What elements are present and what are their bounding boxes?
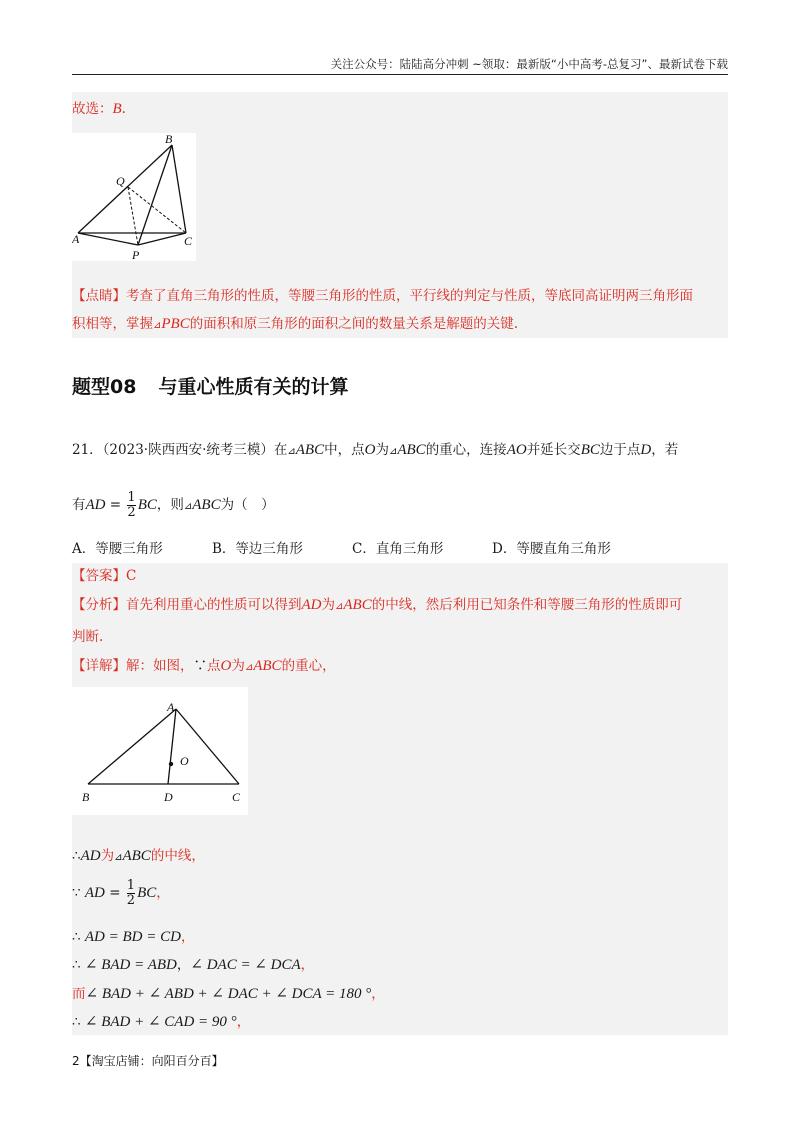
figure-1-svg (72, 133, 196, 261)
analysis-line-1: 【分析】首先利用重心的性质可以得到AD为⊿ABC的中线，然后利用已知条件和等腰三角形的性质即可 (72, 597, 683, 613)
note-line-1: 【点睛】考查了直角三角形的性质，等腰三角形的性质，平行线的判定与性质，等底同高证明两三角形面 (72, 288, 693, 304)
question-line-1: 21．（2023·陕西西安·统考三模）在⊿ABC中，点O为⊿ABC的重心，连接AO并延长交BC边于点D，若 (72, 442, 679, 458)
label-c: C (232, 790, 241, 804)
step-5: 而∠ BAD + ∠ ABD + ∠ DAC + ∠ DCA = 180 °， (72, 986, 385, 1002)
answer-line: 【答案】C (72, 568, 137, 584)
note-line-2: 积相等，掌握⊿PBC的面积和原三角形的面积之间的数量关系是解题的关键. (72, 316, 519, 332)
analysis-line-2: 判断. (72, 629, 104, 645)
fraction-one-half: $\frac{1}{2}$ (126, 878, 136, 908)
step-3: ∴ AD = BD = CD， (72, 929, 195, 945)
page-footer: 2【淘宝店铺：向阳百分百】 (72, 1054, 224, 1068)
label-o: O (180, 754, 189, 768)
figure-triangle-abc-median (72, 687, 248, 815)
option-b: B．等边三角形 (212, 541, 303, 557)
label-q: Q (116, 174, 125, 188)
label-a: A (72, 232, 80, 246)
label-p: P (132, 248, 140, 261)
figure-2-svg (72, 687, 248, 815)
question-line-2: 有AD = $\frac{1}{2}$ BC，则⊿ABC为（ ） (72, 490, 275, 520)
label-a: A (167, 700, 175, 714)
fraction-one-half: $\frac{1}{2}$ (127, 490, 136, 520)
label-b: B (82, 790, 90, 804)
step-4: ∴ ∠ BAD = ABD，∠ DAC = ∠ DCA， (72, 957, 315, 973)
header-rule (72, 74, 728, 75)
step-2: ∵ AD = $\frac{1}{2}$ BC， (72, 878, 170, 908)
option-a: A．等腰三角形 (72, 541, 163, 557)
section-heading: 题型08 与重心性质有关的计算 (72, 376, 349, 398)
answer-line: 故选：B. (72, 101, 126, 117)
step-1: ∴AD为⊿ABC的中线， (72, 848, 205, 864)
option-d: D．等腰直角三角形 (492, 541, 611, 557)
detail-line: 【详解】解：如图，∵点O为⊿ABC的重心， (72, 658, 336, 674)
label-b: B (165, 133, 173, 146)
label-d: D (164, 790, 173, 804)
figure-triangle-pqabc (72, 133, 196, 261)
label-c: C (184, 234, 193, 248)
step-6: ∴ ∠ BAD + ∠ CAD = 90 °， (72, 1014, 251, 1030)
option-c: C．直角三角形 (352, 541, 444, 557)
page-header: 关注公众号：陆陆高分冲刺 ~领取：最新版“小中高考-总复习”、最新试卷下载 (330, 57, 728, 71)
